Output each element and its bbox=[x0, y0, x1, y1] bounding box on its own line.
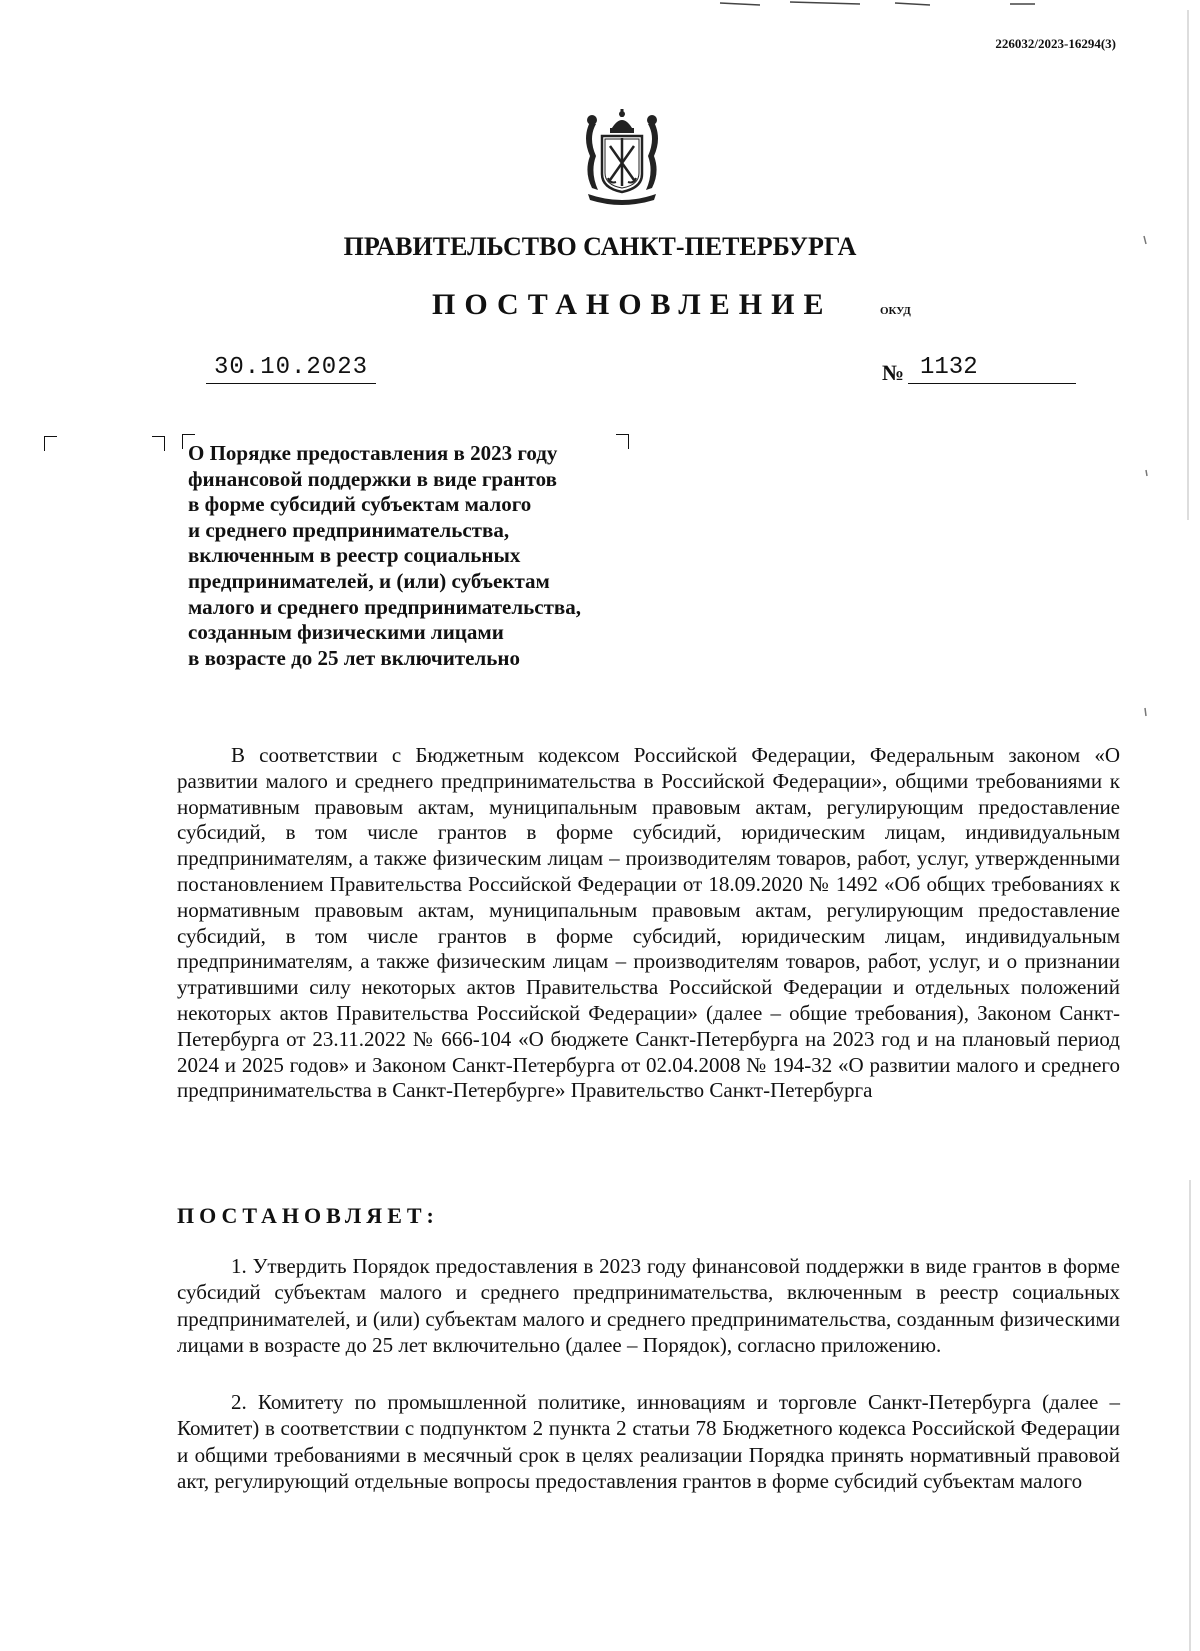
coat-of-arms-icon bbox=[580, 108, 664, 208]
subject-line: финансовой поддержки в виде грантов bbox=[188, 466, 557, 491]
subject-line: предпринимателей, и (или) субъектам bbox=[188, 568, 550, 593]
subject-line: созданным физическими лицами bbox=[188, 620, 504, 645]
decree-heading: ПОСТАНОВЛЯЕТ: bbox=[177, 1203, 439, 1228]
clause-paragraph: 2. Комитету по промышленной политике, инновациям и торговле Санкт-Петербурга (далее – Комитет) в соответствии с подпунктом 2 пункта 2 статьи 78 Бюджетного кодекса Российской Федерации и общими требованиями в месячный срок в целях реализации Порядка принять нормативный правовой акт, регулирующий отдельные вопросы предоставления грантов в форме субсидий субъектам малого bbox=[177, 1390, 1120, 1494]
registration-number: 226032/2023-16294(3) bbox=[995, 36, 1116, 51]
document-date: 30.10.2023 bbox=[206, 354, 376, 384]
margin-corner-mark bbox=[152, 436, 165, 451]
document-subject bbox=[188, 441, 668, 671]
subject-line: малого и среднего предпринимательства, bbox=[188, 594, 581, 619]
preamble-paragraph: В соответствии с Бюджетным кодексом Российской Федерации, Федеральным законом «О развитии малого и среднего предпринимательства в Российской Федерации», общими требованиями к нормативным правовым актам, муниципальным правовым актам, регулирующим предоставление субсидий, в том числе грантов в форме субсидий, юридическим лицам, индивидуальным предпринимателям, а также физическим лицам – производителям товаров, работ, услуг, утвержденными постановлением Правительства Российской Федерации от 18.09.2020 № 1492 «Об общих требованиях к нормативным правовым актам, муниципальным правовым актам, регулирующим предоставление субсидий, в том числе грантов в форме субсидий, юридическим лицам, индивидуальным предпринимателям, а также физическим лицам – производителям товаров, работ, услуг, и о признании утратившими силу некоторых актов Правительства Российской Федерации и отдельных положений некоторых актов Правительства Российской Федерации» (далее – общие требования), Законом Санкт-Петербурга от 23.11.2022 № 666-104 «О бюджете Санкт-Петербурга на 2023 год и на плановый период 2024 и 2025 годов» и Законом Санкт-Петербурга от 02.04.2008 № 194-32 «О развитии малого и среднего предпринимательства в Санкт-Петербурге» Правительство Санкт-Петербурга bbox=[177, 743, 1120, 1103]
subject-line: в форме субсидий субъектам малого bbox=[188, 492, 532, 517]
subject-line: О Порядке предоставления в 2023 году bbox=[188, 441, 558, 465]
government-title: ПРАВИТЕЛЬСТВО САНКТ-ПЕТЕРБУРГА bbox=[343, 232, 857, 261]
subject-line: в возрасте до 25 лет включительно bbox=[188, 645, 520, 670]
clause-paragraph: 1. Утвердить Порядок предоставления в 2023 году финансовой поддержки в виде грантов в форме субсидий субъектам малого и среднего предпринимательства, включенным в реестр социальных предпринимателей, и (или) субъектам малого и среднего предпринимательства, созданным физическими лицами в возрасте до 25 лет включительно (далее – Порядок), согласно приложению. bbox=[177, 1254, 1120, 1358]
subject-line: и среднего предпринимательства, bbox=[188, 517, 510, 542]
number-sign: № bbox=[882, 360, 905, 385]
margin-corner-mark bbox=[44, 436, 57, 451]
okud-label: ОКУД bbox=[880, 305, 911, 317]
document-number: 1132 bbox=[908, 354, 1076, 384]
subject-line: включенным в реестр социальных bbox=[188, 543, 521, 568]
document-type: ПОСТАНОВЛЕНИЕ bbox=[432, 288, 833, 321]
